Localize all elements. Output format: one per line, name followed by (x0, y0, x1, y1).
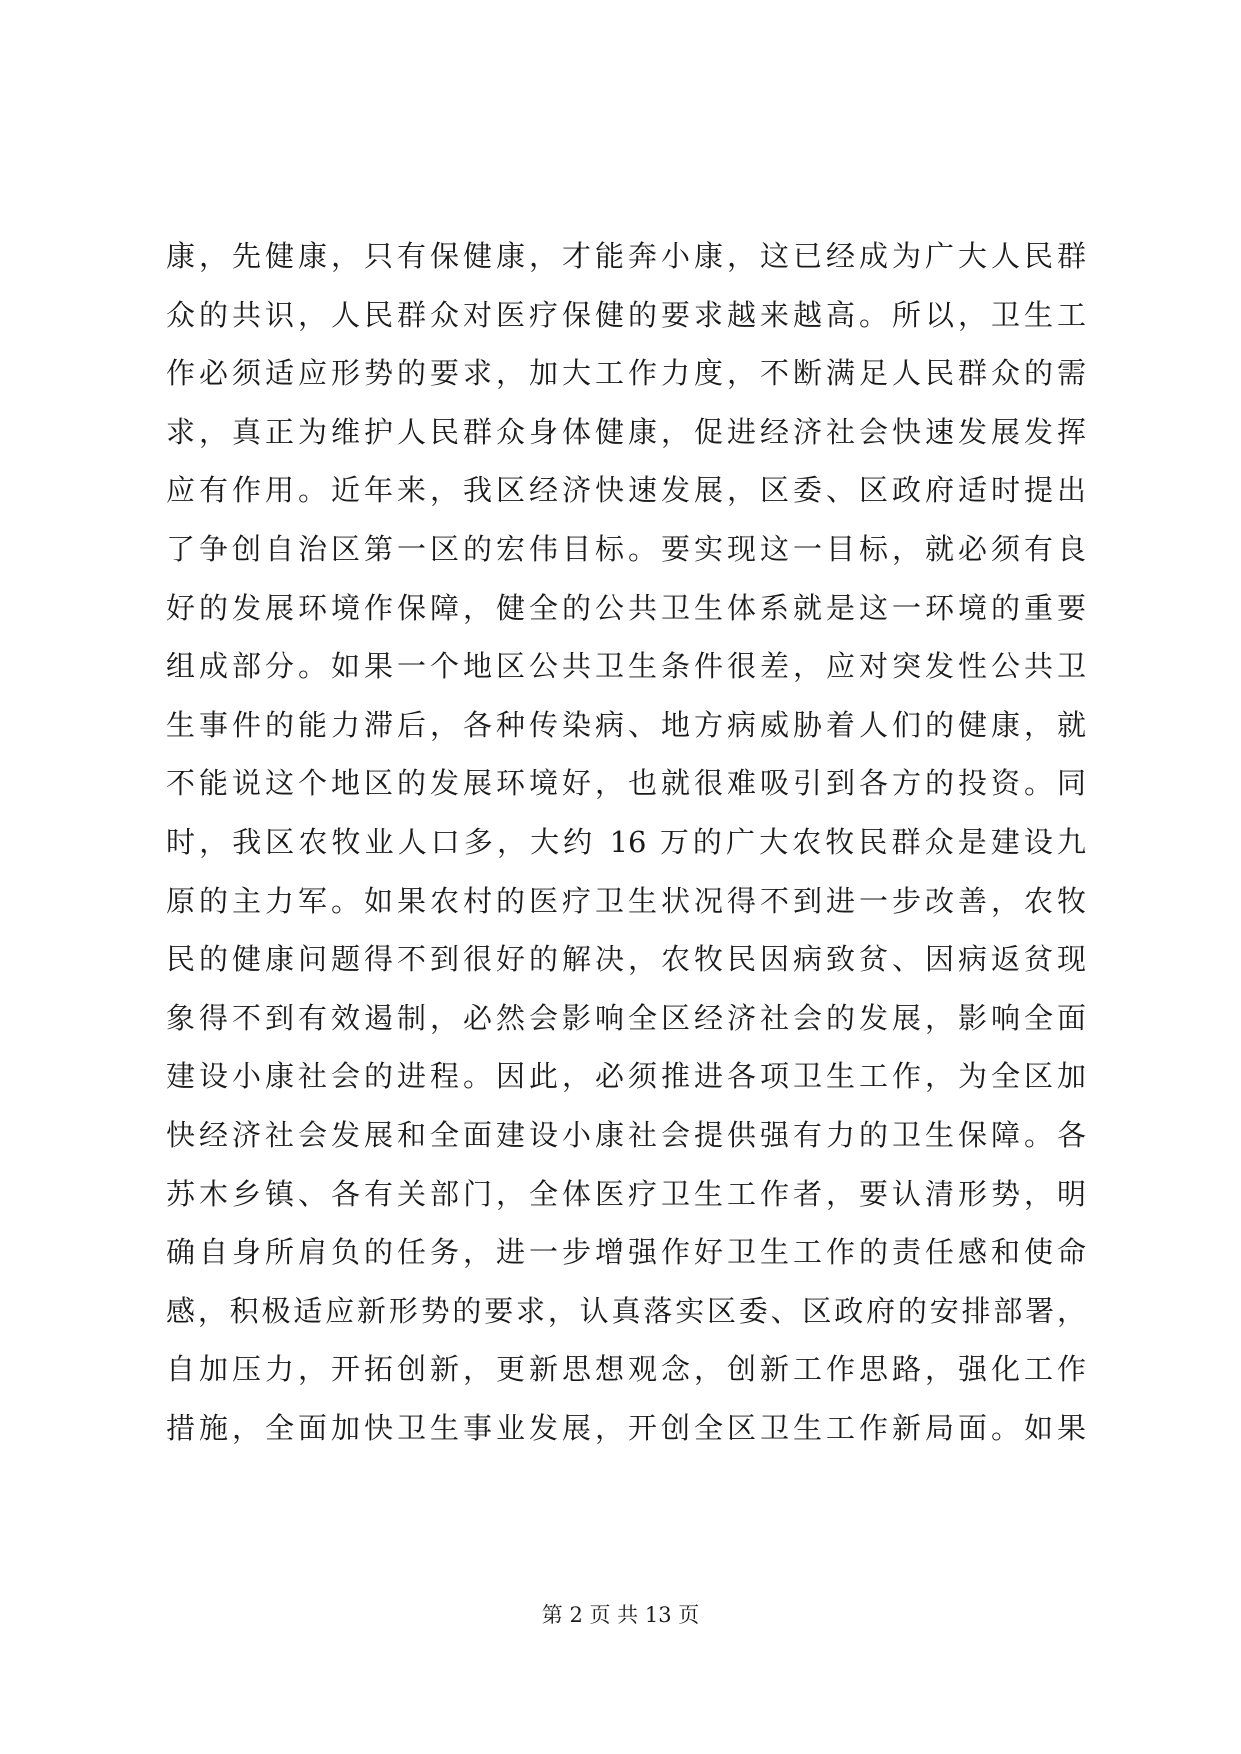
text-line-12: 原的主力军。如果农村的医疗卫生状况得不到进一步改善，农牧 (166, 883, 1086, 918)
text-line-8: 组成部分。如果一个地区公共卫生条件很差，应对突发性公共卫 (166, 649, 1086, 684)
body-text (166, 227, 1086, 1457)
text-line-18: 确自身所肩负的任务，进一步增强作好卫生工作的责任感和使命 (166, 1235, 1086, 1270)
text-line-19: 感，积极适应新形势的要求，认真落实区委、区政府的安排部署， (166, 1293, 1086, 1328)
text-line-20: 自加压力，开拓创新，更新思想观念，创新工作思路，强化工作 (166, 1352, 1086, 1387)
page-number-footer: 第 2 页 共 13 页 (541, 1603, 700, 1627)
text-line-17: 苏木乡镇、各有关部门，全体医疗卫生工作者，要认清形势，明 (166, 1176, 1086, 1211)
text-line-15: 建设小康社会的进程。因此，必须推进各项卫生工作，为全区加 (166, 1059, 1086, 1094)
text-line-21: 措施，全面加快卫生事业发展，开创全区卫生工作新局面。如果 (166, 1410, 1086, 1445)
text-line-14: 象得不到有效遏制，必然会影响全区经济社会的发展，影响全面 (166, 1000, 1086, 1035)
text-line-7: 好的发展环境作保障，健全的公共卫生体系就是这一环境的重要 (166, 590, 1086, 625)
text-line-2: 众的共识，人民群众对医疗保健的要求越来越高。所以，卫生工 (166, 297, 1086, 332)
text-line-3: 作必须适应形势的要求，加大工作力度，不断满足人民群众的需 (166, 356, 1086, 391)
text-line-6: 了争创自治区第一区的宏伟目标。要实现这一目标，就必须有良 (166, 531, 1086, 566)
text-line-4: 求，真正为维护人民群众身体健康，促进经济社会快速发展发挥 (166, 414, 1086, 449)
text-line-13: 民的健康问题得不到很好的解决，农牧民因病致贫、因病返贫现 (166, 942, 1086, 977)
text-line-10: 不能说这个地区的发展环境好，也就很难吸引到各方的投资。同 (166, 766, 1086, 801)
text-line-16: 快经济社会发展和全面建设小康社会提供强有力的卫生保障。各 (166, 1117, 1086, 1152)
text-line-1: 康，先健康，只有保健康，才能奔小康，这已经成为广大人民群 (166, 239, 1086, 273)
text-line-5: 应有作用。近年来，我区经济快速发展，区委、区政府适时提出 (166, 473, 1086, 508)
text-line-9: 生事件的能力滞后，各种传染病、地方病威胁着人们的健康，就 (166, 707, 1086, 742)
text-line-11: 时，我区农牧业人口多，大约 16 万的广大农牧民群众是建设九 (166, 824, 1086, 859)
